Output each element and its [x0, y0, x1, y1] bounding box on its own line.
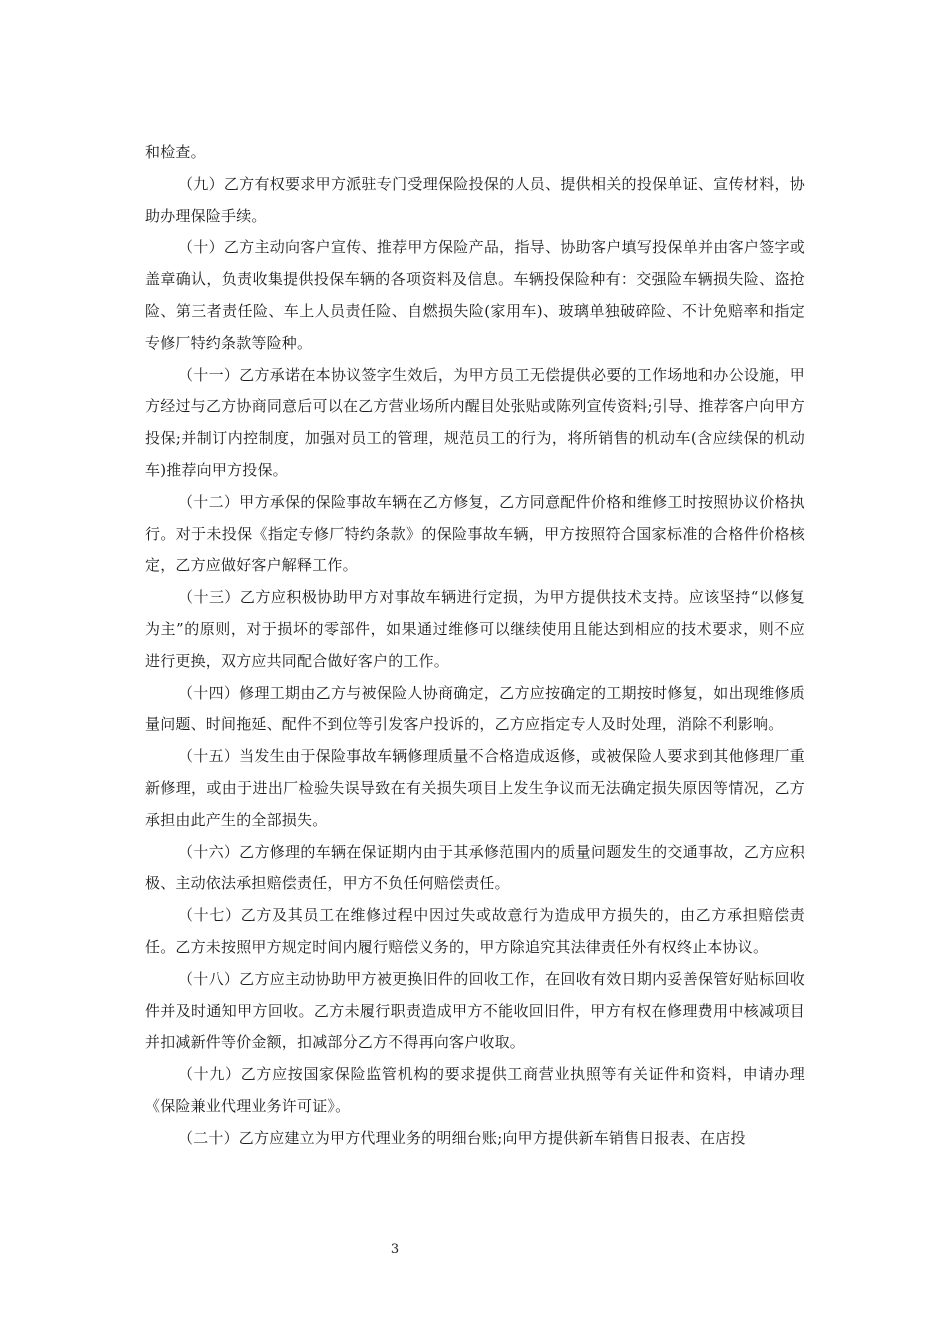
clause-15: （十五）当发生由于保险事故车辆修理质量不合格造成返修，或被保险人要求到其他修理厂重新修理，或由于进出厂检验失误导致在有关损失项目上发生争议而无法确定损失原因等情况，乙方承担由此产生的全部损失。 — [145, 747, 805, 829]
clause-19: （十九）乙方应按国家保险监管机构的要求提供工商营业执照等有关证件和资料，申请办理《保险兼业代理业务许可证》。 — [145, 1065, 805, 1115]
clause-18: （十八）乙方应主动协助甲方被更换旧件的回收工作，在回收有效日期内妥善保管好贴标回收件并及时通知甲方回收。乙方未履行职责造成甲方不能收回旧件，甲方有权在修理费用中核减项目并扣减新件等价金额，扣减部分乙方不得再向客户收取。 — [145, 969, 805, 1052]
clause-10: （十）乙方主动向客户宣传、推荐甲方保险产品，指导、协助客户填写投保单并由客户签字或盖章确认，负责收集提供投保车辆的各项资料及信息。车辆投保险种有：交强险车辆损失险、盗抢险、第三者责任险、车上人员责任险、自燃损失险(家用车)、玻璃单独破碎险、不计免赔率和指定专修厂特约条款等险种。 — [145, 238, 805, 352]
document-body — [145, 137, 805, 1155]
paragraph-continued: 和检查。 — [145, 143, 206, 161]
clause-11: （十一）乙方承诺在本协议签字生效后，为甲方员工无偿提供必要的工作场地和办公设施，甲方经过与乙方协商同意后可以在乙方营业场所内醒目处张贴或陈列宣传资料;引导、推荐客户向甲方投保;并制订内控制度，加强对员工的管理，规范员工的行为，将所销售的机动车(含应续保的机动车)推荐向甲方投保。 — [145, 365, 805, 479]
clause-12: （十二）甲方承保的保险事故车辆在乙方修复，乙方同意配件价格和维修工时按照协议价格执行。对于未投保《指定专修厂特约条款》的保险事故车辆，甲方按照符合国家标准的合格件价格核定，乙方应做好客户解释工作。 — [145, 492, 805, 575]
clause-14: （十四）修理工期由乙方与被保险人协商确定，乙方应按确定的工期按时修复，如出现维修质量问题、时间拖延、配件不到位等引发客户投诉的，乙方应指定专人及时处理，消除不利影响。 — [145, 683, 805, 734]
page-number: 3 — [390, 1242, 400, 1257]
clause-13: （十三）乙方应积极协助甲方对事故车辆进行定损，为甲方提供技术支持。应该坚持“以修复为主”的原则，对于损坏的零部件，如果通过维修可以继续使用且能达到相应的技术要求，则不应进行更换，双方应共同配合做好客户的工作。 — [145, 588, 805, 670]
clause-16: （十六）乙方修理的车辆在保证期内由于其承修范围内的质量问题发生的交通事故，乙方应积极、主动依法承担赔偿责任，甲方不负任何赔偿责任。 — [145, 842, 805, 893]
clause-9: （九）乙方有权要求甲方派驻专门受理保险投保的人员、提供相关的投保单证、宣传材料，协助办理保险手续。 — [145, 174, 805, 225]
clause-20: （二十）乙方应建立为甲方代理业务的明细台账;向甲方提供新车销售日报表、在店投 — [178, 1128, 746, 1147]
clause-17: （十七）乙方及其员工在维修过程中因过失或故意行为造成甲方损失的，由乙方承担赔偿责任。乙方未按照甲方规定时间内履行赔偿义务的，甲方除追究其法律责任外有权终止本协议。 — [145, 906, 805, 956]
